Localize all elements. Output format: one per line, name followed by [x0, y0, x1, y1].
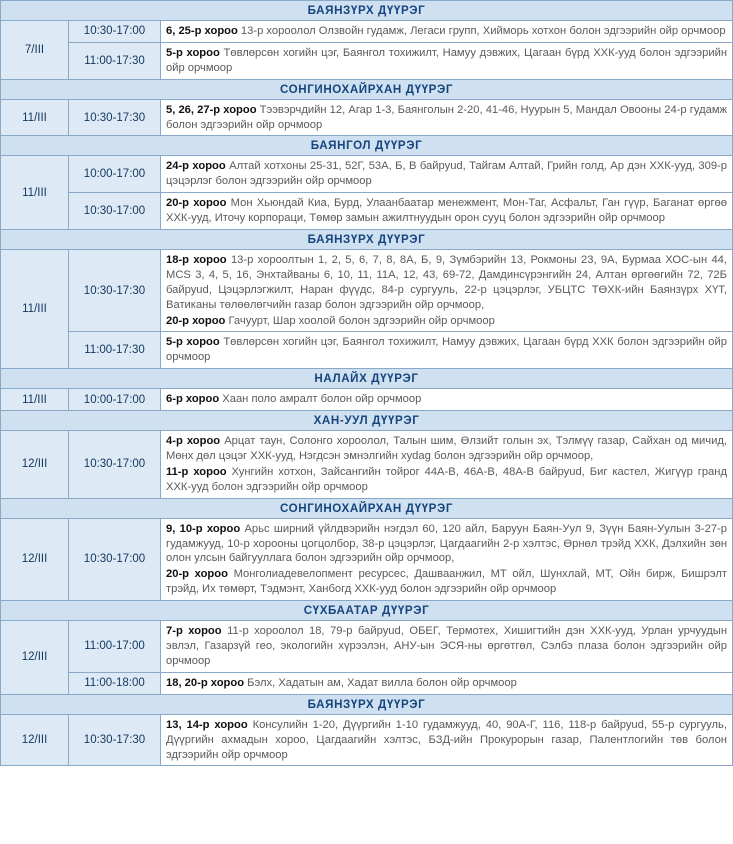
area-entry: [166, 434, 727, 464]
area-description: 13-р хороолол Олзвойн гудамж, Легаси групп, Хийморь хотхон болон эдгээрийн ойр орчмоор: [237, 25, 726, 37]
khoroo-label: 4-р хороо: [166, 435, 221, 448]
district-section-header: [1, 694, 733, 714]
area-entry: [166, 624, 727, 669]
area-description: Монголиадевелопмент ресурсес, Дашваанжил, МТ ойл, Шунхлай, МТ, Ойн бирж, Бишрэлт трэйд, Их төмөрт, Тэдмэнт, Ханбогд ХХК-ууд болон эдгээрийн ойр орчмоор: [166, 568, 727, 596]
district-section-header: [1, 79, 733, 99]
outage-date: 12/III: [1, 431, 69, 499]
area-description: Арьс ширний үйлдвэрийн нэгдэл 60, 120 айл, Баруун Баян-Уул 9, Зүүн Баян-Уулын 3-27-р гудамжууд, 10-р хорооны цогцолбор, 38-р цэцэрлэг, Цагдаагийн 2-р хэлтэс, Өрнөл трэйд ХХК, Дэлхийн зөн олон улсын байгууллага болон эдгээрийн ойр орчмоор,: [166, 522, 728, 565]
outage-time: 10:30-17:30: [69, 99, 161, 136]
district-section-header: [1, 411, 733, 431]
area-description: Арцат таун, Солонго хороолол, Талын шим, Өлзийт голын эх, Тэлмүү газар, Сайхан од мичид, Мөнх дөл цэцэг ХХК-ууд, Нэгдсэн эмнэлгийн хуdag болон эдгээрийн ойр орчмоор,: [166, 435, 728, 463]
khoroo-label: 9, 10-р хороо: [166, 522, 241, 535]
district-name: СҮХБААТАР ДҮҮРЭГ: [1, 601, 733, 621]
outage-date: 12/III: [1, 621, 69, 695]
outage-date: 11/III: [1, 156, 69, 230]
khoroo-label: 20-р хороо: [166, 568, 228, 581]
area-entry: [166, 392, 727, 407]
area-description: Төвлөрсөн хогийн цэг, Баянгол тохижилт, Намуу дэвжих, Цагаан бүрд ХХК-ууд болон эдгээрийн ойр орчмоор: [166, 46, 727, 74]
outage-area-list: [161, 42, 733, 79]
area-entry: [166, 103, 727, 133]
area-description: Мон Хьюндай Киа, Бурд, Улаанбаатар менежмент, Мон-Таг, Асфальт, Ган гүүр, Баганат өргөө ХХК-ууд, Иточу корпораци, Төмөр замын ажилтнуудын орон сууц болон эдгээрийн ойр орчмоор: [166, 197, 728, 225]
khoroo-label: 24-р хороо: [166, 160, 226, 173]
table-row: [1, 99, 733, 136]
outage-date: 11/III: [1, 99, 69, 136]
table-row: [1, 621, 733, 673]
district-name: СОНГИНОХАЙРХАН ДҮҮРЭГ: [1, 498, 733, 518]
khoroo-label: 6, 25-р хороо: [166, 25, 238, 37]
outage-time: 11:00-17:30: [69, 332, 161, 369]
khoroo-label: 11-р хороо: [166, 465, 227, 478]
khoroo-label: 6-р хороо: [166, 393, 220, 406]
outage-area-list: [161, 389, 733, 411]
area-description: Төвлөрсөн хогийн цэг, Баянгол тохижилт, Намуу дэвжих, Цагаан бүрд ХХК болон эдгээрийн ойр орчмоор: [166, 336, 727, 364]
district-name: БАЯНЗҮРХ ДҮҮРЭГ: [1, 1, 733, 21]
outage-time: 10:30-17:00: [69, 518, 161, 600]
outage-time: 10:30-17:00: [69, 431, 161, 499]
table-row: [1, 672, 733, 694]
area-description: Хаан поло амралт болон ойр орчмоор: [219, 393, 422, 406]
outage-date: 12/III: [1, 714, 69, 766]
area-description: Хунгийн хотхон, Зайсангийн тойрог 44А-В, 46А-В, 48А-В байруud, Биг кастел, Жигүүр гранд ХХК-ууд болон эдгээрийн ойр орчмоор: [166, 465, 727, 493]
outage-area-list: [161, 193, 733, 230]
area-entry: [166, 46, 727, 76]
outage-area-list: [161, 21, 733, 43]
area-description: 13-р хороолтын 1, 2, 5, 6, 7, 8, 8А, Б, 9, Зүмбэрийн 13, Рокмоны 23, 9А, Бурмаа ХОС-ын 44, MCS 3, 4, 5, 16, Энхтайваны 6, 10, 11, 11А, 12, 43, 69-72, Дамдинсүрэнгийн 24, Алтан өргөөгийн 72, 72Б байруud, Цэцэрлэгжилт, Наран фүүдс, 84-р сургууль, 22-р цэцэрлэг, УБЦТС ТӨХК-ийн Баянзүрх ХҮТ, Ватиканы төлөөлөгчийн газар болон эдгээрийн ойр орчмоор,: [166, 254, 728, 311]
khoroo-label: 5-р хороо: [166, 336, 220, 349]
area-description: Бэлх, Хадатын ам, Хадат вилла болон ойр орчмоор: [244, 676, 517, 689]
outage-area-list: [161, 518, 733, 600]
outage-time: 11:00-18:00: [69, 672, 161, 694]
district-section-header: [1, 230, 733, 250]
outage-time: 10:00-17:00: [69, 389, 161, 411]
table-row: [1, 389, 733, 411]
area-entry: [166, 522, 727, 567]
outage-date: 12/III: [1, 518, 69, 600]
khoroo-label: 20-р хороо: [166, 197, 227, 210]
outage-time: 11:00-17:00: [69, 621, 161, 673]
outage-area-list: [161, 99, 733, 136]
district-section-header: [1, 1, 733, 21]
table-row: [1, 42, 733, 79]
area-description: Консулийн 1-20, Дүүргийн 1-10 гудамжууд, 40, 90А-Г, 116, 118-р байруud, 55-р сургууль, Дүүргийн ахмадын хороо, Цагдаагийн хэлтэс, БЗД-ийн Прокурорын газар, Палентлогийн төв болон эдгээрийн ойр орчмоор: [166, 718, 727, 761]
outage-area-list: [161, 431, 733, 499]
khoroo-label: 7-р хороо: [166, 625, 222, 638]
khoroo-label: 18-р хороо: [166, 254, 227, 267]
district-name: ХАН-УУЛ ДҮҮРЭГ: [1, 411, 733, 431]
khoroo-label: 13, 14-р хороо: [166, 718, 248, 731]
outage-area-list: [161, 332, 733, 369]
area-description: Тээвэрчдийн 12, Агар 1-3, Баянголын 2-20, 41-46, Нуурын 5, Мандал Овооны 24-р гудамж болон эдгээрийн ойр орчмоор: [166, 103, 727, 131]
outage-area-list: [161, 156, 733, 193]
table-row: [1, 714, 733, 766]
area-entry: [166, 314, 727, 329]
outage-date: 7/III: [1, 21, 69, 80]
table-row: [1, 518, 733, 600]
outage-date: 11/III: [1, 389, 69, 411]
area-entry: [166, 335, 727, 365]
district-section-header: [1, 369, 733, 389]
district-name: НАЛАЙХ ДҮҮРЭГ: [1, 369, 733, 389]
table-row: [1, 156, 733, 193]
area-entry: [166, 253, 727, 313]
outage-area-list: [161, 621, 733, 673]
outage-area-list: [161, 672, 733, 694]
outage-date: 11/III: [1, 250, 69, 369]
district-section-header: [1, 498, 733, 518]
outage-time: 10:00-17:00: [69, 156, 161, 193]
district-name: БАЯНЗҮРХ ДҮҮРЭГ: [1, 230, 733, 250]
area-entry: [166, 465, 727, 495]
district-name: СОНГИНОХАЙРХАН ДҮҮРЭГ: [1, 79, 733, 99]
area-entry: [166, 718, 727, 763]
area-description: 11-р хороолол 18, 79-р байруud, ОБЕГ, Термотех, Хишигтийн дэн ХХК-ууд, Урлан урчуудын эвлэл, Газарзүй гео, экологийн хүрээлэн, АНУ-ын ЭСЯ-ны өргөтгөл, Сэлбэ плаза болон эдгээрийн ойр орчмоор: [166, 625, 727, 667]
khoroo-label: 18, 20-р хороо: [166, 676, 245, 689]
table-row: [1, 250, 733, 332]
khoroo-label: 20-р хороо: [166, 314, 226, 327]
outage-area-list: [161, 714, 733, 766]
outage-time: 10:30-17:30: [69, 714, 161, 766]
table-row: [1, 332, 733, 369]
outage-time: 10:30-17:30: [69, 250, 161, 332]
district-section-header: [1, 136, 733, 156]
outage-time: 10:30-17:00: [69, 21, 161, 43]
district-section-header: [1, 601, 733, 621]
schedule-body: [1, 1, 733, 766]
district-name: БАЯНГОЛ ДҮҮРЭГ: [1, 136, 733, 156]
area-entry: [166, 676, 727, 691]
area-entry: [166, 24, 727, 39]
outage-time: 11:00-17:30: [69, 42, 161, 79]
area-entry: [166, 196, 727, 226]
outage-area-list: [161, 250, 733, 332]
khoroo-label: 5-р хороо: [166, 46, 220, 59]
table-row: [1, 431, 733, 499]
district-name: БАЯНЗҮРХ ДҮҮРЭГ: [1, 694, 733, 714]
outage-time: 10:30-17:00: [69, 193, 161, 230]
area-entry: [166, 159, 727, 189]
table-row: [1, 21, 733, 43]
area-description: Гачуурт, Шар хоолой болон эдгээрийн ойр орчмоор: [225, 314, 495, 327]
area-description: Алтай хотхоны 25-31, 52Г, 53А, Б, В байруud, Тайгам Алтай, Грийн голд, Ар дэн ХХК-ууд, 309-р цэцэрлэг болон эдгээрийн ойр орчмоор: [166, 160, 727, 188]
area-entry: [166, 567, 727, 597]
table-row: [1, 193, 733, 230]
khoroo-label: 5, 26, 27-р хороо: [166, 103, 257, 116]
